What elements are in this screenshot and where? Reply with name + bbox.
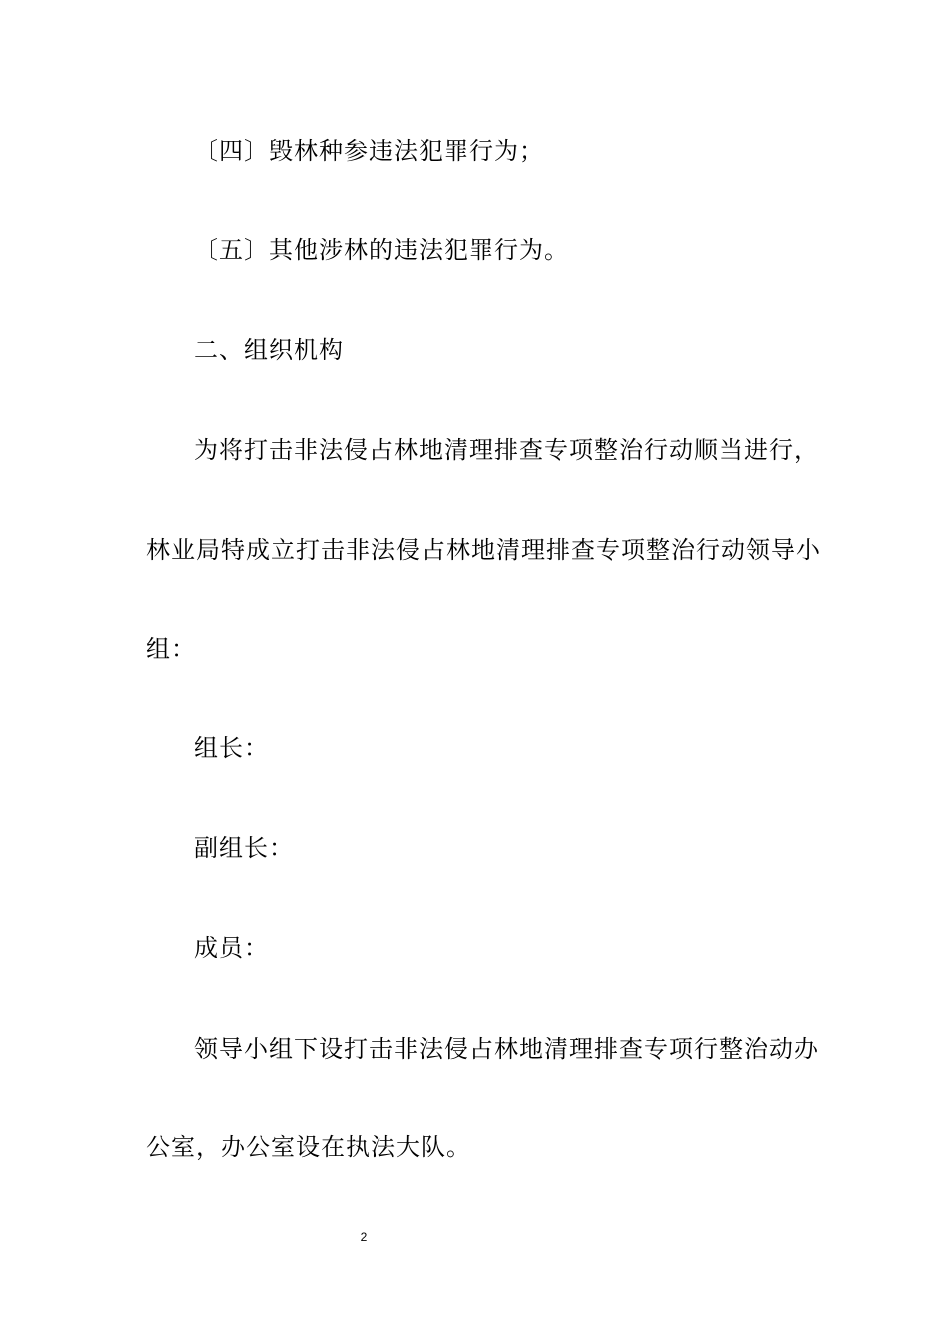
list-item-five: 〔五〕其他涉林的违法犯罪行为。	[194, 236, 569, 264]
members-label: 成员：	[194, 934, 269, 962]
paragraph-line-1: 为将打击非法侵占林地清理排查专项整治行动顺当进行，	[194, 436, 819, 464]
deputy-leader-label: 副组长：	[194, 834, 294, 862]
paragraph-line-2: 林业局特成立打击非法侵占林地清理排查专项整治行动领导小	[146, 536, 821, 564]
list-item-four: 〔四〕毁林种参违法犯罪行为；	[194, 137, 544, 165]
group-leader-label: 组长：	[194, 734, 269, 762]
office-paragraph-line-1: 领导小组下设打击非法侵占林地清理排查专项行整治动办	[194, 1035, 819, 1063]
page-number: 2	[360, 1230, 368, 1244]
paragraph-line-3: 组：	[146, 635, 196, 663]
office-paragraph-line-2: 公室，办公室设在执法大队。	[146, 1133, 471, 1161]
section-heading-organization: 二、组织机构	[194, 336, 344, 364]
